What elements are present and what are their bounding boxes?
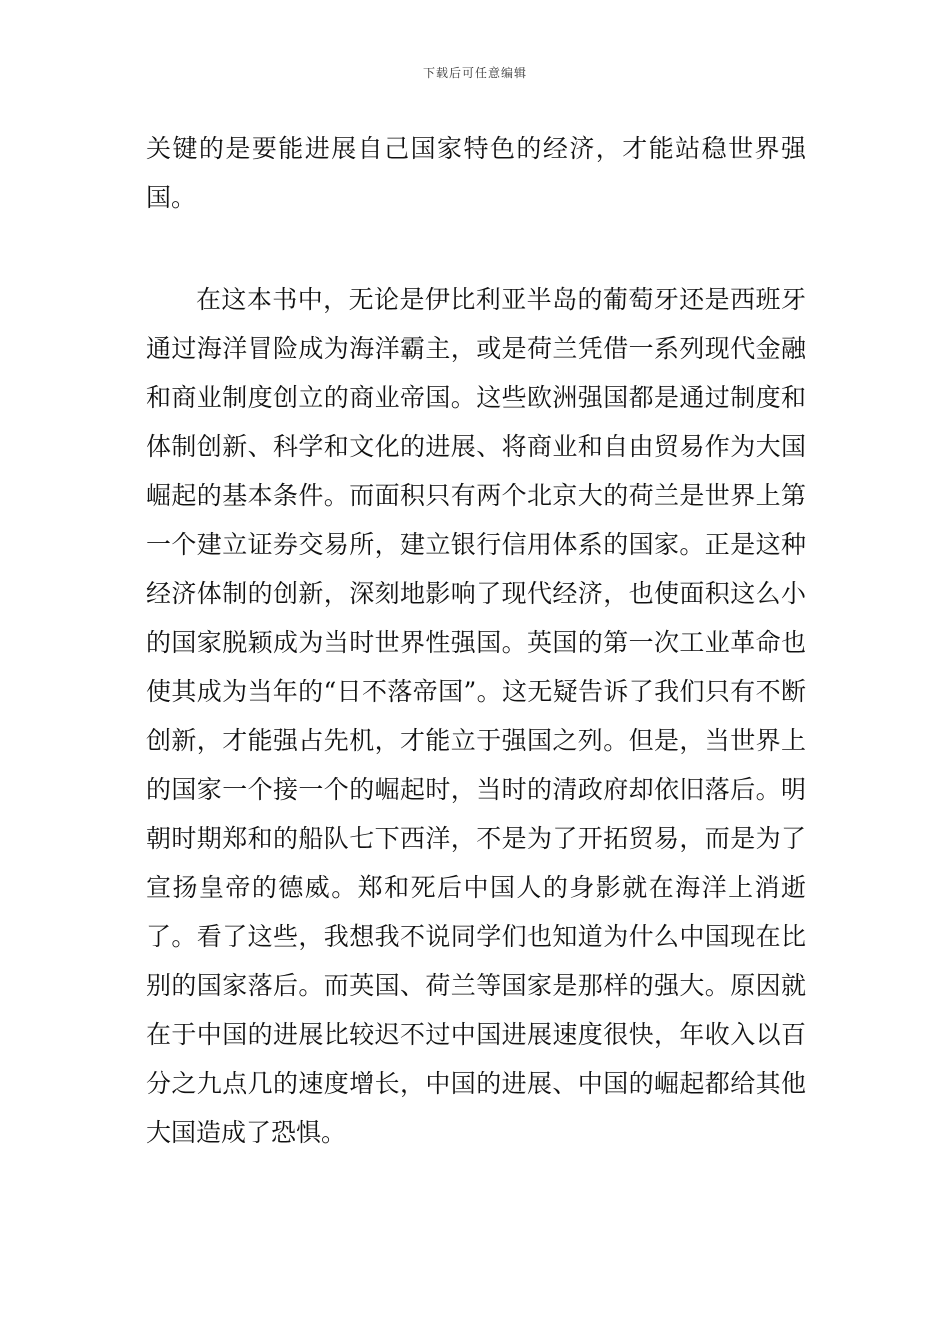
page-header-note: 下载后可任意编辑 bbox=[422, 66, 527, 80]
paragraph-main: 在这本书中，无论是伊比利亚半岛的葡萄牙还是西班牙通过海洋冒险成为海洋霸主，或是荷兰凭借一系列现代金融和商业制度创立的商业帝国。这些欧洲强国都是通过制度和体制创新、科学和文化的进展、将商业和自由贸易作为大国崛起的基本条件。而面积只有两个北京大的荷兰是世界上第一个建立证券交易所，建立银行信用体系的国家。正是这种经济体制的创新，深刻地影响了现代经济，也使面积这么小的国家脱颖成为当时世界性强国。英国的第一次工业革命也使其成为当年的“日不落帝国”。这无疑告诉了我们只有不断创新，才能强占先机，才能立于强国之列。但是，当世界上的国家一个接一个的崛起时，当时的清政府却依旧落后。明朝时期郑和的船队七下西洋，不是为了开拓贸易，而是为了宣扬皇帝的德威。郑和死后中国人的身影就在海洋上消逝了。看了这些，我想我不说同学们也知道为什么中国现在比别的国家落后。而英国、荷兰等国家是那样的强大。原因就在于中国的进展比较迟不过中国进展速度很快，年收入以百分之九点几的速度增长，中国的进展、中国的崛起都给其他大国造成了恐惧。 bbox=[146, 285, 806, 1147]
paragraph-continued: 关键的是要能进展自己国家特色的经济，才能站稳世界强国。 bbox=[146, 134, 806, 212]
